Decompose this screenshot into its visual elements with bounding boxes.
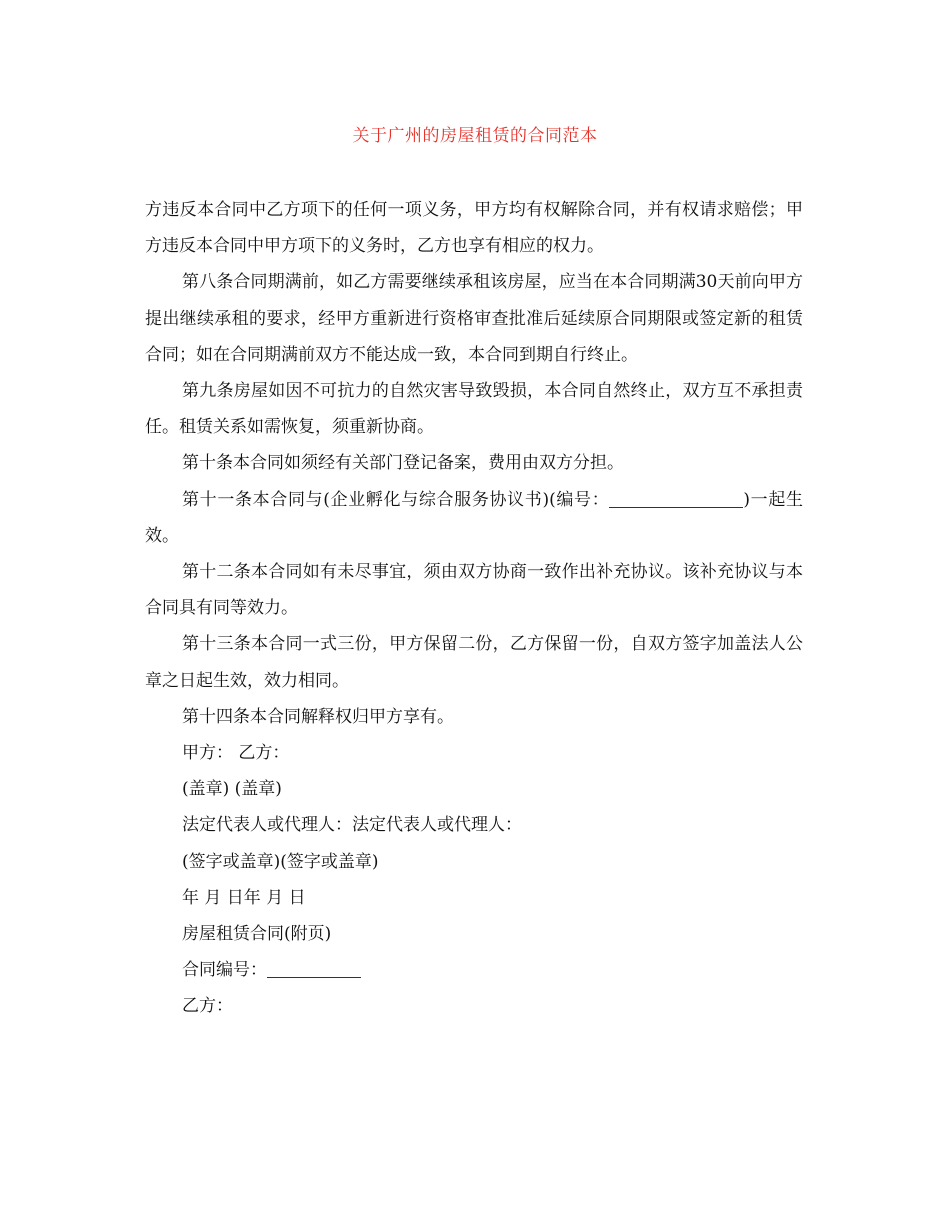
paragraph-clause-13: 第十三条本合同一式三份，甲方保留二份，乙方保留一份，自双方签字加盖法人公章之日起生效，效力相同。 bbox=[145, 634, 803, 691]
document-title: 关于广州的房屋租赁的合同范本 bbox=[352, 126, 598, 146]
signature-seals: (盖章) (盖章) bbox=[182, 779, 282, 800]
signature-parties: 甲方： 乙方： bbox=[182, 743, 290, 764]
paragraph-clause-8: 第八条合同期满前，如乙方需要继续承租该房屋，应当在本合同期满30天前向甲方提出继续承租的要求，经甲方重新进行资格审查批准后延续原合同期限或签定新的租赁合同；如在合同期满前双方不能达成一致，本合同到期自行终止。 bbox=[145, 272, 803, 365]
party-b-line: 乙方： bbox=[182, 996, 233, 1017]
paragraph-clause-12: 第十二条本合同如有未尽事宜，须由双方协商一致作出补充协议。该补充协议与本合同具有同等效力。 bbox=[145, 562, 803, 619]
document-body bbox=[145, 192, 803, 1025]
clause-11-text-after: )一起生效。 bbox=[145, 489, 803, 546]
contract-number-line bbox=[145, 952, 803, 988]
signature-dates: 年 月 日年 月 日 bbox=[182, 887, 306, 908]
paragraph-clause-9: 第九条房屋如因不可抗力的自然灾害导致毁损，本合同自然终止，双方互不承担责任。租赁关系如需恢复，须重新协商。 bbox=[145, 381, 803, 438]
paragraph-clause-11 bbox=[145, 482, 803, 554]
paragraph-clause-14: 第十四条本合同解释权归甲方享有。 bbox=[182, 706, 454, 727]
contract-number-blank bbox=[267, 959, 361, 978]
contract-number-label: 合同编号： bbox=[182, 960, 267, 981]
signature-representatives: 法定代表人或代理人：法定代表人或代理人： bbox=[182, 815, 522, 836]
paragraph-continuation: 方违反本合同中乙方项下的任何一项义务，甲方均有权解除合同，并有权请求赔偿；甲方违反本合同中甲方项下的义务时，乙方也享有相应的权力。 bbox=[145, 200, 803, 257]
paragraph-clause-10: 第十条本合同如须经有关部门登记备案，费用由双方分担。 bbox=[182, 453, 624, 474]
appendix-title: 房屋租赁合同(附页) bbox=[182, 924, 332, 945]
agreement-number-blank bbox=[609, 489, 743, 508]
signature-sign-or-seal: (签字或盖章)(签字或盖章) bbox=[182, 851, 379, 872]
clause-11-text-before: 第十一条本合同与(企业孵化与综合服务协议书)(编号： bbox=[182, 489, 610, 510]
